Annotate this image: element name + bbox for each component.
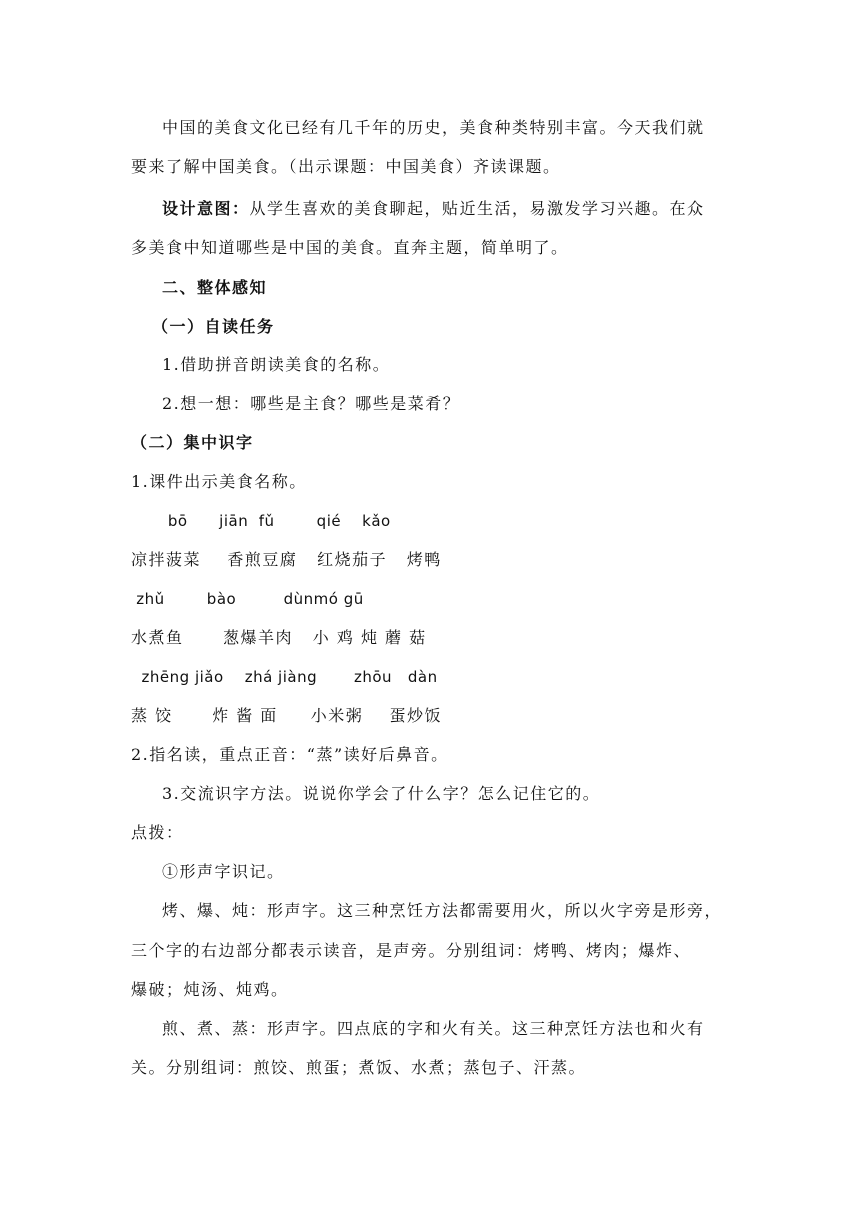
tip-label: 点拨： xyxy=(131,823,184,842)
pinyin-row-3: zhēng jiǎo zhá jiàng zhōu dàn xyxy=(131,668,438,686)
para2-line-2: 关。分别组词：煎饺、煎蛋；煮饭、水煮；蒸包子、汗蒸。 xyxy=(131,1058,587,1077)
literacy-item-2: 2.指名读，重点正音：“蒸”读好后鼻音。 xyxy=(131,745,449,764)
para2-line-1: 煎、煮、蒸：形声字。四点底的字和火有关。这三种烹饪方法也和火有 xyxy=(162,1019,705,1038)
subsection-heading-literacy: （二）集中识字 xyxy=(131,433,254,452)
pinyin-row-2: zhǔ bào dùnmó gū xyxy=(131,590,364,608)
food-row-3: 蒸 饺 炸 酱 面 小米粥 蛋炒饭 xyxy=(131,706,443,725)
method-1: ①形声字识记。 xyxy=(162,862,285,881)
food-row-1: 凉拌菠菜 香煎豆腐 红烧茄子 烤鸭 xyxy=(131,550,442,569)
para1-line-1: 烤、爆、炖：形声字。这三种烹饪方法都需要用火，所以火字旁是形旁， xyxy=(162,901,723,920)
literacy-item-3: 3.交流识字方法。说说你学会了什么字？怎么记住它的。 xyxy=(162,784,601,803)
intro-line-1: 中国的美食文化已经有几千年的历史，美食种类特别丰富。今天我们就 xyxy=(162,118,705,137)
design-intent-label: 设计意图： xyxy=(162,199,250,218)
literacy-item-1: 1.课件出示美食名称。 xyxy=(131,472,307,491)
design-intent-line-1 xyxy=(162,198,762,220)
design-intent-text-1: 从学生喜欢的美食聊起，贴近生活，易激发学习兴趣。在众 xyxy=(249,199,705,218)
intro-line-2: 要来了解中国美食。（出示课题：中国美食）齐读课题。 xyxy=(131,157,561,176)
task-item-2: 2.想一想：哪些是主食？哪些是菜肴？ xyxy=(162,394,461,413)
task-item-1: 1.借助拼音朗读美食的名称。 xyxy=(162,355,391,374)
design-intent-line-2: 多美食中知道哪些是中国的美食。直奔主题，简单明了。 xyxy=(131,238,569,257)
para1-line-2: 三个字的右边部分都表示读音，是声旁。分别组词：烤鸭、烤肉；爆炸、 xyxy=(131,941,692,960)
food-row-2: 水煮鱼 葱爆羊肉 小 鸡 炖 蘑 菇 xyxy=(131,628,427,647)
para1-line-3: 爆破；炖汤、炖鸡。 xyxy=(131,980,289,999)
pinyin-row-1: bō jiān fǔ qié kǎo xyxy=(131,512,391,530)
section-heading-overall: 二、整体感知 xyxy=(162,278,268,297)
subsection-heading-self-reading: （一）自读任务 xyxy=(152,317,275,336)
